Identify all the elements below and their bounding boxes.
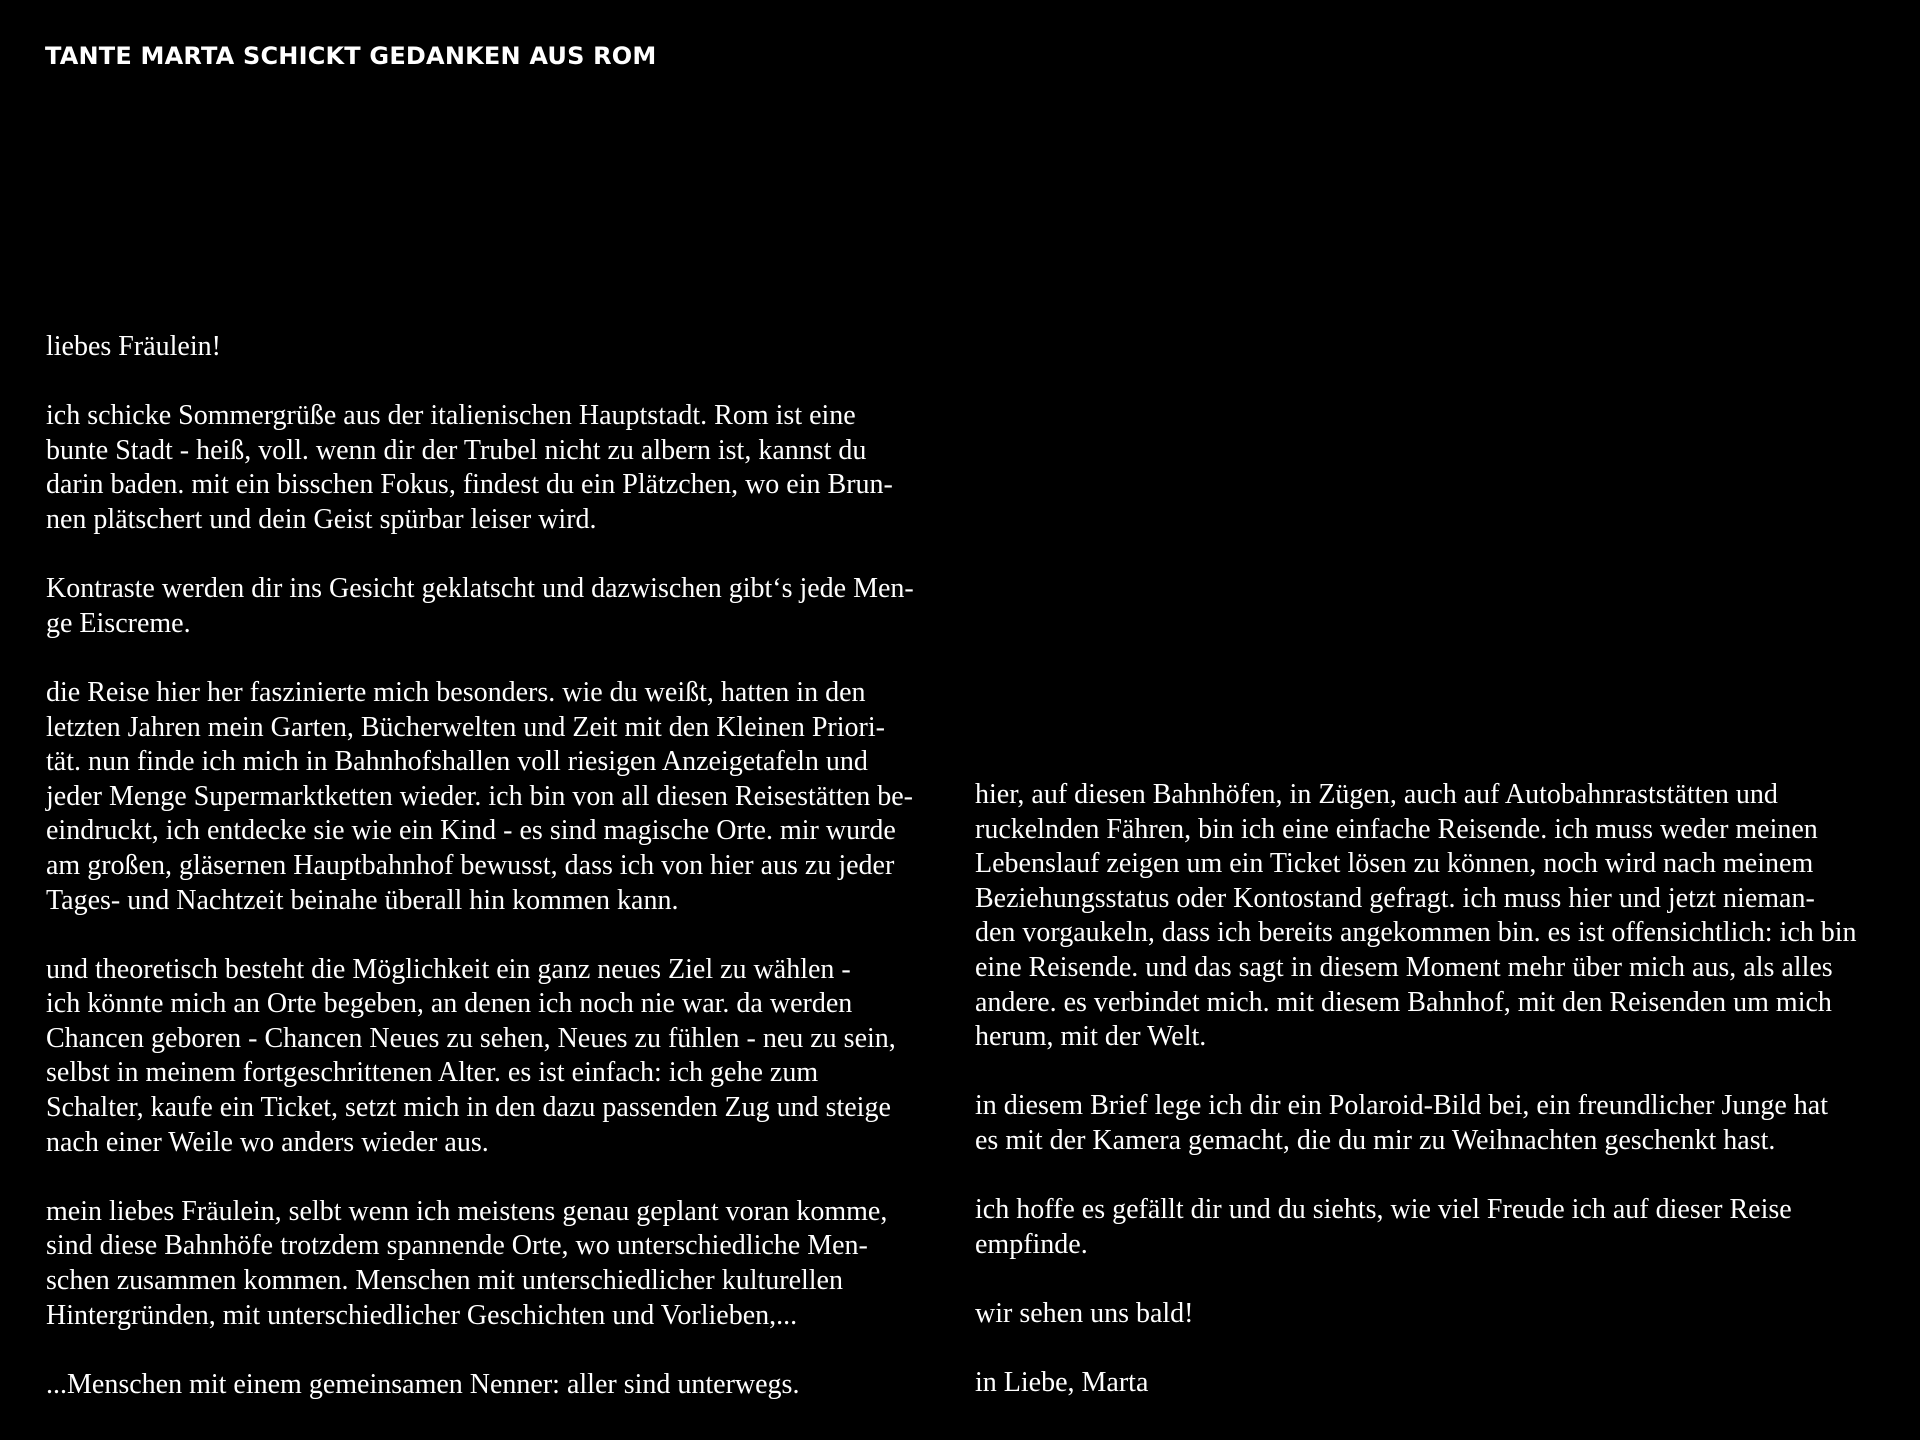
text-line: Lebenslauf zeigen um ein Ticket lösen zu können, noch wird nach meinem (975, 848, 1814, 880)
text-line: ich schicke Sommergrüße aus der italienischen Hauptstadt. Rom ist eine (46, 400, 856, 432)
paragraph-signature (975, 1366, 1875, 1401)
text-line: hier, auf diesen Bahnhöfen, in Zügen, auch auf Autobahnraststätten und (975, 779, 1778, 810)
text-line: eine Reisende. und das sagt in diesem Moment mehr über mich aus, als alles (975, 951, 1833, 983)
text-line: in Liebe, Marta (975, 1367, 1149, 1399)
text-line: am großen, gläsernen Hauptbahnhof bewusst, dass ich von hier aus zu jeder (46, 849, 895, 881)
text-line: es mit der Kamera gemacht, die du mir zu Weihnachten geschenkt hast. (975, 1124, 1776, 1156)
text-line: in diesem Brief lege ich dir ein Polaroid-Bild bei, ein freundlicher Junge hat (975, 1090, 1828, 1122)
text-line: und theoretisch besteht die Möglichkeit ein ganz neues Ziel zu wählen - (46, 953, 851, 985)
text-line: mein liebes Fräulein, selbt wenn ich meistens genau geplant voran komme, (46, 1195, 888, 1227)
text-line: sind diese Bahnhöfe trotzdem spannende Orte, wo unterschiedliche Men- (46, 1230, 868, 1262)
paragraph-salutation (46, 330, 946, 365)
text-line: selbst in meinem fortgeschrittenen Alter. es ist einfach: ich gehe zum (46, 1057, 819, 1089)
text-line: andere. es verbindet mich. mit diesem Bahnhof, mit den Reisenden um mich (975, 986, 1832, 1018)
text-line: ...Menschen mit einem gemeinsamen Nenner: aller sind unterwegs. (46, 1368, 800, 1400)
text-line: schen zusammen kommen. Menschen mit unterschiedlicher kulturellen (46, 1265, 843, 1297)
text-line: herum, mit der Welt. (975, 1021, 1207, 1053)
text-line: letzten Jahren mein Garten, Bücherwelten und Zeit mit den Kleinen Priori- (46, 711, 885, 743)
paragraph-hope (975, 1193, 1875, 1262)
paragraph-see-you (975, 1297, 1875, 1332)
text-line: darin baden. mit ein bisschen Fokus, findest du ein Plätzchen, wo ein Brun- (46, 469, 893, 501)
text-line: bunte Stadt - heiß, voll. wenn dir der Trubel nicht zu albern ist, kannst du (46, 434, 867, 466)
letter-right-column (975, 778, 1875, 1435)
text-line: wir sehen uns bald! (975, 1297, 1194, 1329)
paragraph-stations (46, 1195, 946, 1333)
text-line: ich hoffe es gefällt dir und du siehts, wie viel Freude ich auf dieser Reise (975, 1194, 1792, 1226)
text-line: eindruckt, ich entdecke sie wie ein Kind - es sind magische Orte. mir wurde (46, 815, 896, 847)
paragraph-new-destination (46, 953, 946, 1161)
text-line: den vorgaukeln, dass ich bereits angekommen bin. es ist offensichtlich: ich bin (975, 917, 1857, 949)
text-line: nach einer Weile wo anders wieder aus. (46, 1126, 489, 1158)
page-title: TANTE MARTA SCHICKT GEDANKEN AUS ROM (45, 42, 657, 70)
text-line: Hintergründen, mit unterschiedlicher Geschichten und Vorlieben,... (46, 1299, 798, 1331)
paragraph-journey (46, 676, 946, 918)
text-line: Beziehungsstatus oder Kontostand gefragt. ich muss hier und jetzt nieman- (975, 882, 1815, 914)
text-line: liebes Fräulein! (46, 331, 221, 362)
text-line: die Reise hier her faszinierte mich besonders. wie du weißt, hatten in den (46, 676, 866, 708)
text-line: ich könnte mich an Orte begeben, an denen ich noch nie war. da werden (46, 988, 853, 1020)
paragraph-polaroid (975, 1089, 1875, 1158)
text-line: Schalter, kaufe ein Ticket, setzt mich in den dazu passenden Zug und steige (46, 1092, 891, 1124)
text-line: tät. nun finde ich mich in Bahnhofshallen voll riesigen Anzeigetafeln und (46, 746, 868, 778)
text-line: nen plätschert und dein Geist spürbar leiser wird. (46, 503, 597, 535)
paragraph-rome-greetings (46, 399, 946, 537)
paragraph-common-denominator (46, 1368, 946, 1403)
letter-left-column (46, 330, 946, 1437)
text-line: Tages- und Nachtzeit beinahe überall hin kommen kann. (46, 884, 679, 916)
text-line: Chancen geboren - Chancen Neues zu sehen, Neues zu fühlen - neu zu sein, (46, 1022, 896, 1054)
paragraph-traveller (975, 778, 1875, 1055)
paragraph-contrasts (46, 572, 946, 641)
text-line: empfinde. (975, 1228, 1088, 1260)
text-line: jeder Menge Supermarktketten wieder. ich bin von all diesen Reisestätten be- (46, 780, 913, 812)
text-line: ge Eiscreme. (46, 607, 191, 639)
text-line: ruckelnden Fähren, bin ich eine einfache Reisende. ich muss weder meinen (975, 813, 1818, 845)
text-line: Kontraste werden dir ins Gesicht geklatscht und dazwischen gibt‘s jede Men- (46, 573, 914, 605)
